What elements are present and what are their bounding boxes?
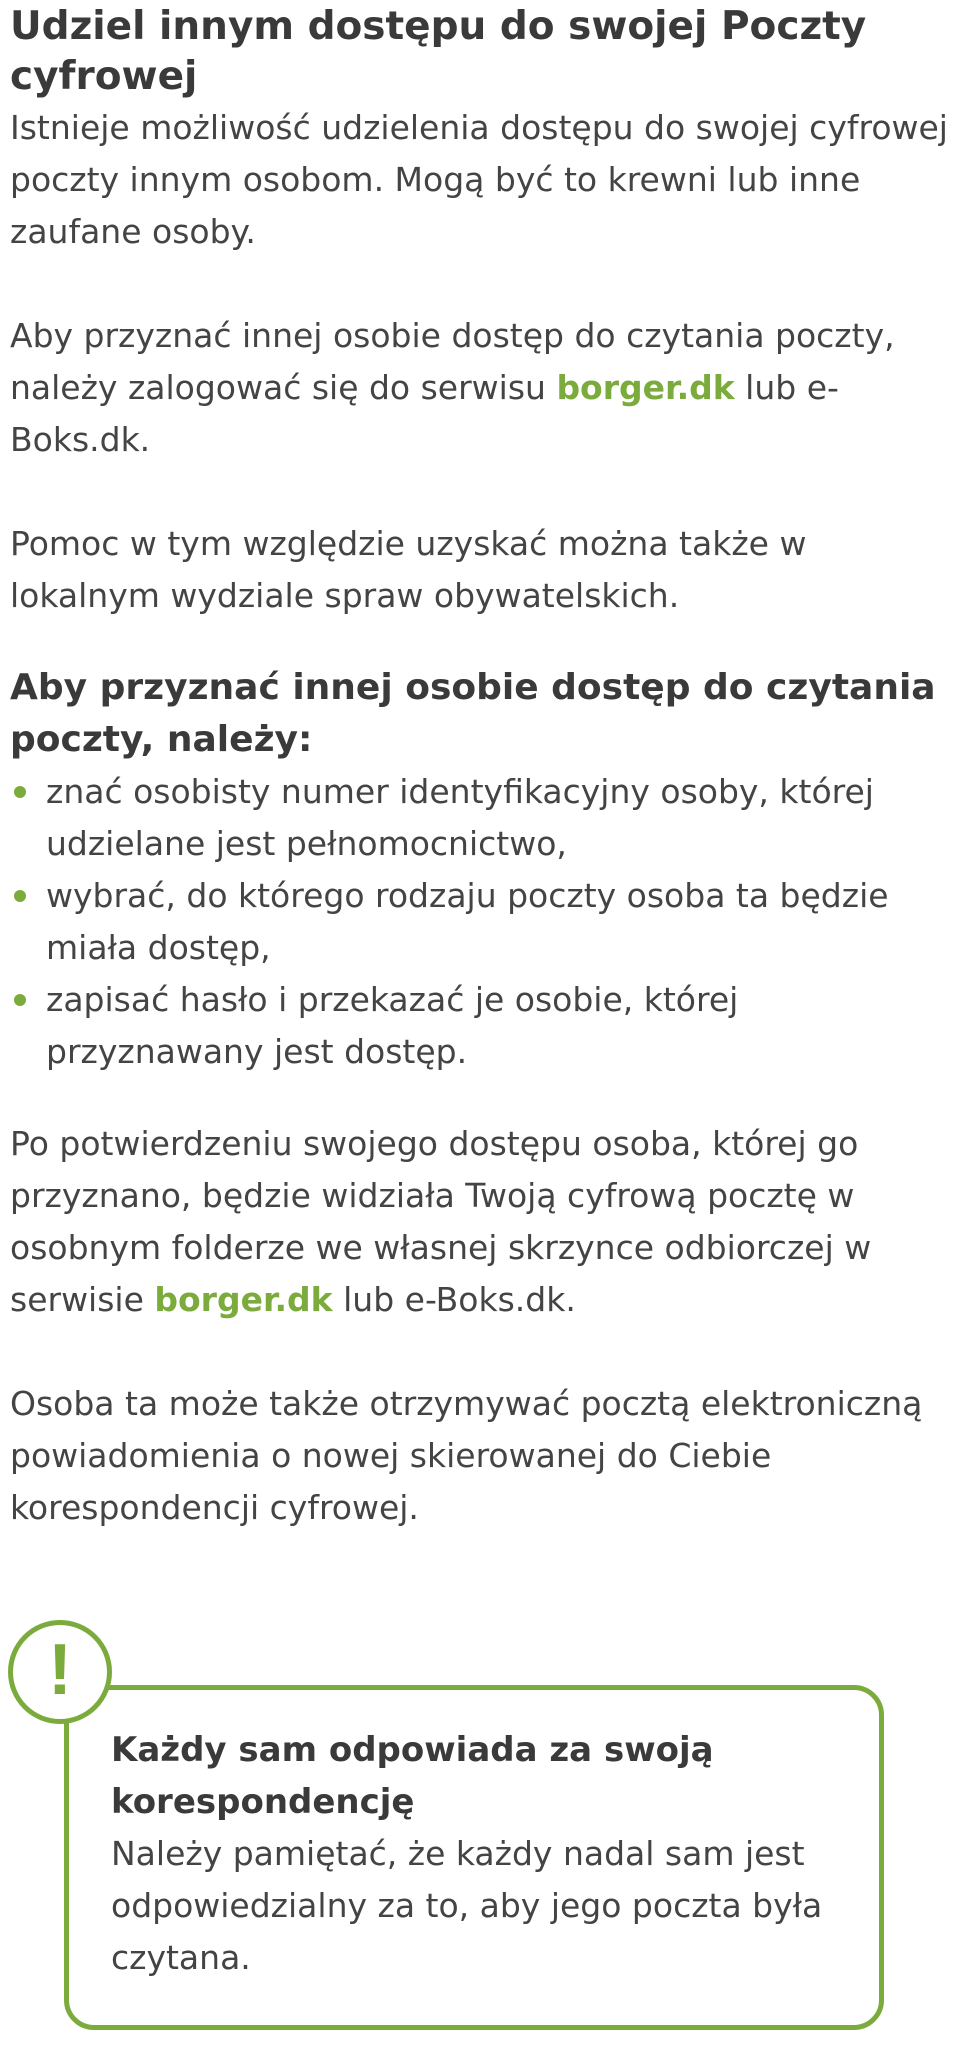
- document: [10, 0, 950, 1534]
- list-item: [10, 870, 946, 974]
- login-text-before: Aby przyznać innej osobie dostęp do czytania poczty, należy zalogować się do serwisu: [10, 316, 895, 407]
- bullet-icon: [14, 994, 26, 1006]
- requirements-list: [10, 766, 950, 1078]
- folder-text-after: lub e-Boks.dk.: [332, 1280, 576, 1319]
- list-item-text: zapisać hasło i przekazać je osobie, której przyznawany jest dostęp.: [46, 980, 739, 1071]
- borger-link[interactable]: borger.dk: [556, 368, 735, 407]
- exclamation-symbol: !: [48, 1630, 72, 1710]
- warning-callout: [64, 1685, 884, 2030]
- folder-paragraph: [10, 1118, 950, 1326]
- notification-paragraph: Osoba ta może także otrzymywać pocztą elektroniczną powiadomienia o nowej skierowanej do Ciebie korespondencji cyfrowej.: [10, 1384, 923, 1527]
- list-item: [10, 974, 946, 1078]
- borger-link[interactable]: borger.dk: [154, 1280, 333, 1319]
- page-title: Udziel innym dostępu do swojej Poczty cyfrowej: [10, 4, 867, 99]
- callout-body: Należy pamiętać, że każdy nadal sam jest odpowiedzialny za to, aby jego poczta była czytana.: [111, 1834, 823, 1977]
- bullet-icon: [14, 786, 26, 798]
- folder-text-before: Po potwierdzeniu swojego dostępu osoba, której go przyznano, będzie widziała Twoją cyfrową pocztę w osobnym folderze we własnej skrzynce odbiorczej w serwisie: [10, 1124, 872, 1319]
- help-paragraph: Pomoc w tym względzie uzyskać można także w lokalnym wydziale spraw obywatelskich.: [10, 524, 807, 615]
- intro-paragraph: Istnieje możliwość udzielenia dostępu do swojej cyfrowej poczty innym osobom. Mogą być to krewni lub inne zaufane osoby.: [10, 108, 948, 251]
- exclamation-icon: [8, 1620, 112, 1724]
- list-item-text: wybrać, do którego rodzaju poczty osoba ta będzie miała dostęp,: [46, 876, 889, 967]
- bullet-icon: [14, 890, 26, 902]
- section-heading: Aby przyznać innej osobie dostęp do czytania poczty, należy:: [10, 667, 936, 760]
- login-text-after: lub e-Boks.dk.: [10, 368, 839, 459]
- login-paragraph: [10, 310, 950, 466]
- list-item: [10, 766, 946, 870]
- callout-title: Każdy sam odpowiada za swoją korespondencję: [111, 1730, 714, 1822]
- list-item-text: znać osobisty numer identyfikacyjny osoby, której udzielane jest pełnomocnictwo,: [46, 772, 874, 863]
